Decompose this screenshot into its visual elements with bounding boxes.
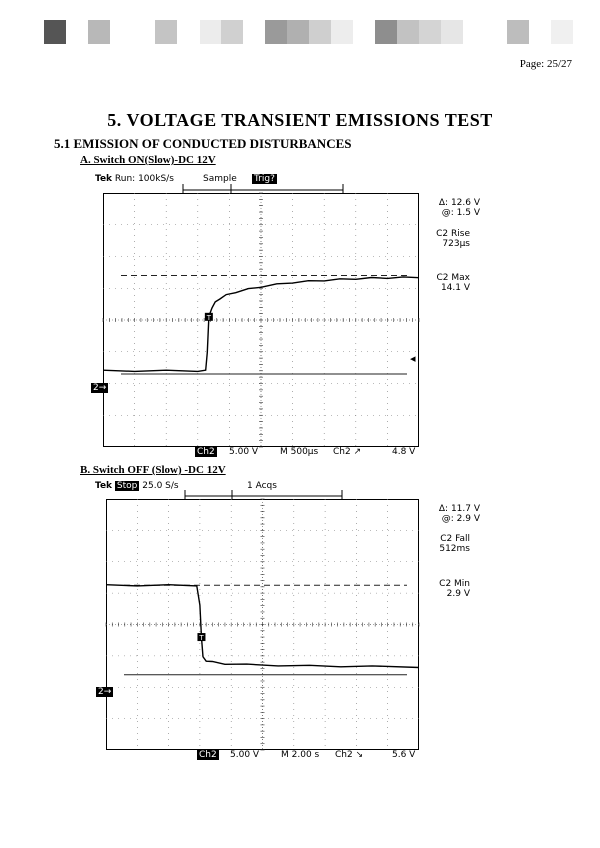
page-number: Page: 25/27 xyxy=(519,58,572,70)
section-heading: 5.1 EMISSION OF CONDUCTED DISTURBANCES xyxy=(54,136,352,151)
scope-b-bottom-trig: Ch2 ↘ xyxy=(335,750,364,760)
scope-b-meas2-value: 2.9 V xyxy=(446,589,470,599)
scope-a-bottom-timebase: M 500µs xyxy=(280,447,319,457)
scope-a-caption: A. Switch ON(Slow)-DC 12V xyxy=(80,154,216,166)
scope-a-at: @: 1.5 V xyxy=(441,208,480,218)
scope-b-bottom-timebase: M 2.00 s xyxy=(281,750,320,760)
scope-a-brand: Tek xyxy=(95,174,113,184)
scope-a-bottom-volts: 5.00 V xyxy=(229,447,259,457)
scope-b-meas1-name: C2 Fall xyxy=(440,534,470,544)
scope-b-at: @: 2.9 V xyxy=(441,514,480,524)
scope-b-status-inverted: Stop xyxy=(116,481,138,491)
scope-a-mode: Sample xyxy=(203,174,237,184)
scope-a-flag: Trig? xyxy=(254,174,275,184)
scope-a-delta: Δ: 12.6 V xyxy=(438,198,480,208)
scope-a-channel-marker: 2→ xyxy=(93,383,107,393)
scope-b-status: 25.0 S/s xyxy=(142,481,179,491)
scope-b-meas1-value: 512ms xyxy=(439,544,470,554)
scope-a-bottom-ch: Ch2 xyxy=(197,447,215,457)
scope-a-ref-arrow-icon: ◂ xyxy=(410,352,416,365)
trigger-point-label: T xyxy=(199,634,204,643)
scope-b-brand: Tek xyxy=(95,481,113,491)
scope-a-meas2-value: 14.1 V xyxy=(440,283,470,293)
scope-b-channel-marker: 2→ xyxy=(98,687,112,697)
scope-a-bottom-trig: Ch2 ↗ xyxy=(333,447,362,457)
scope-b-delta: Δ: 11.7 V xyxy=(438,504,480,514)
scope-b-mode: 1 Acqs xyxy=(247,481,277,491)
document-title: 5. VOLTAGE TRANSIENT EMISSIONS TEST xyxy=(107,110,493,130)
scope-b-bottom-level: 5.6 V xyxy=(392,750,416,760)
scope-b-bottom-volts: 5.00 V xyxy=(230,750,260,760)
scope-b-meas2-name: C2 Min xyxy=(439,579,470,589)
scope-a-status: Run: 100kS/s xyxy=(114,174,174,184)
scope-a-bottom-level: 4.8 V xyxy=(392,447,416,457)
trigger-point-label: T xyxy=(206,313,212,322)
scope-a-meas1-value: 723µs xyxy=(442,239,470,249)
scope-a-meas1-name: C2 Rise xyxy=(436,229,470,239)
scope-b-caption: B. Switch OFF (Slow) -DC 12V xyxy=(80,464,226,476)
scope-a-meas2-name: C2 Max xyxy=(436,273,470,283)
scope-b-bottom-ch: Ch2 xyxy=(199,750,217,760)
